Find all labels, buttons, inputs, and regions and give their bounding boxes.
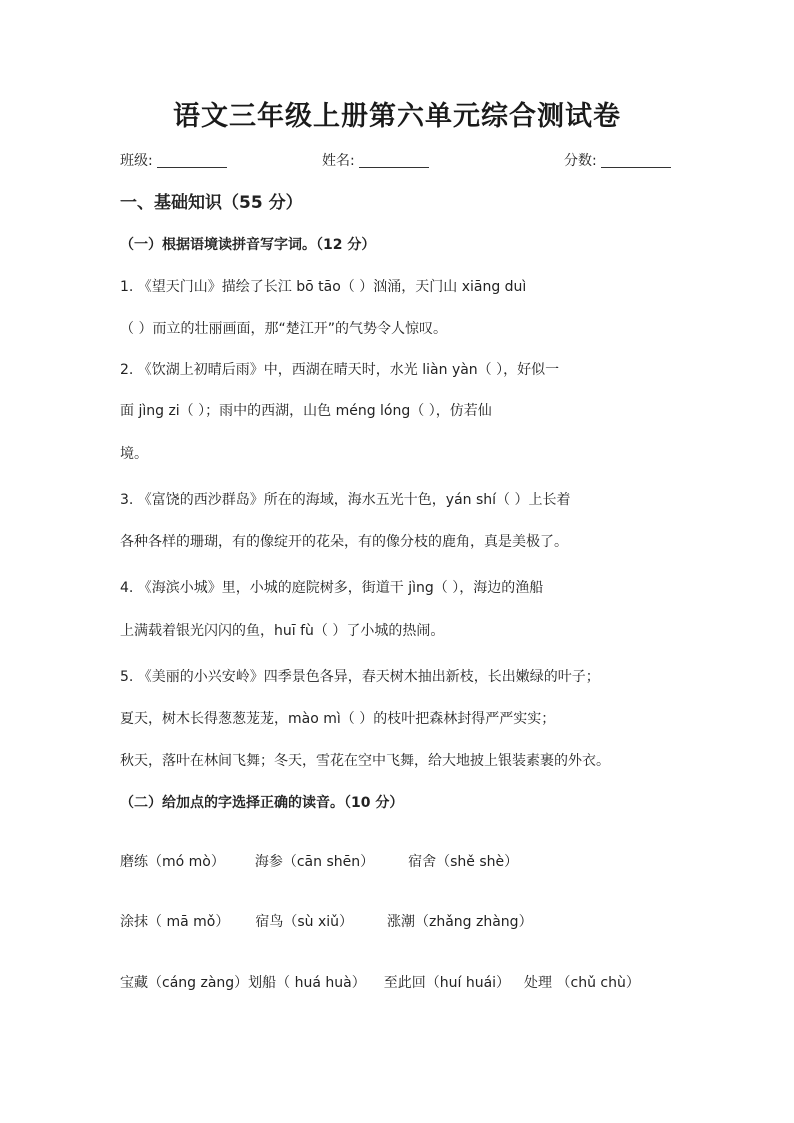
class-blank[interactable]	[157, 153, 227, 168]
question-line: 1. 《望天门山》描绘了长江 bō tāo（ ）汹涌，天门山 xiāng duì	[120, 279, 527, 295]
pronunciation-item: 海参（cān shēn）	[254, 854, 375, 870]
question-line: 上满载着银光闪闪的鱼，huī fù（ ）了小城的热闹。	[120, 623, 445, 639]
name-label: 姓名:	[322, 153, 355, 169]
question-line: 3. 《富饶的西沙群岛》所在的海域，海水五光十色，yán shí（ ）上长着	[120, 492, 571, 508]
part2-heading: （二）给加点的字选择正确的读音。（10 分）	[120, 795, 404, 811]
pronunciation-item: 磨练（mó mò）	[120, 854, 225, 870]
score-field	[564, 150, 671, 170]
pronunciation-item: 宿舍（shě shè）	[408, 854, 519, 870]
pronunciation-item: 宿鸟（sù xiǔ）	[255, 914, 353, 930]
pronunciation-row	[120, 972, 640, 992]
class-label: 班级:	[120, 153, 153, 169]
pronunciation-item: 涨潮（zhǎng zhàng）	[387, 914, 533, 930]
question-line: 面 jìng zi（ ）；雨中的西湖，山色 méng lóng（ ），仿若仙	[120, 403, 492, 419]
question-line: 秋天，落叶在林间飞舞；冬天，雪花在空中飞舞，给大地披上银装素裹的外衣。	[120, 753, 610, 769]
score-blank[interactable]	[601, 153, 671, 168]
question-line: 各种各样的珊瑚，有的像绽开的花朵，有的像分枝的鹿角，真是美极了。	[120, 534, 568, 550]
name-field	[322, 150, 429, 170]
score-label: 分数:	[564, 153, 597, 169]
part1-heading: （一）根据语境读拼音写字词。（12 分）	[120, 237, 376, 253]
class-field	[120, 150, 227, 170]
pronunciation-item: 涂抹（ mā mǒ）	[120, 914, 230, 930]
pronunciation-row	[120, 851, 518, 871]
question-line: 4. 《海滨小城》里，小城的庭院树多，街道干 jìng（ ），海边的渔船	[120, 580, 544, 596]
page-title: 语文三年级上册第六单元综合测试卷	[173, 101, 621, 132]
pronunciation-item: 宝藏（cáng zàng）划船（ huá huà）	[120, 975, 366, 991]
question-line: 5. 《美丽的小兴安岭》四季景色各异，春天树木抽出新枝，长出嫩绿的叶子；	[120, 669, 600, 685]
question-line: （ ）而立的壮丽画面，那“楚江开”的气势令人惊叹。	[120, 321, 447, 337]
question-line: 2. 《饮湖上初晴后雨》中，西湖在晴天时，水光 liàn yàn（ ），好似一	[120, 362, 560, 378]
question-line: 夏天，树木长得葱葱茏茏，mào mì（ ）的枝叶把森林封得严严实实；	[120, 711, 556, 727]
name-blank[interactable]	[359, 153, 429, 168]
pronunciation-item: 至此回（huí huái）	[383, 975, 511, 991]
question-line: 境。	[120, 446, 148, 462]
pronunciation-item: 处理 （chǔ chù）	[524, 975, 640, 991]
pronunciation-row	[120, 911, 533, 931]
section-heading-basic-knowledge: 一、基础知识（55 分）	[120, 193, 303, 213]
